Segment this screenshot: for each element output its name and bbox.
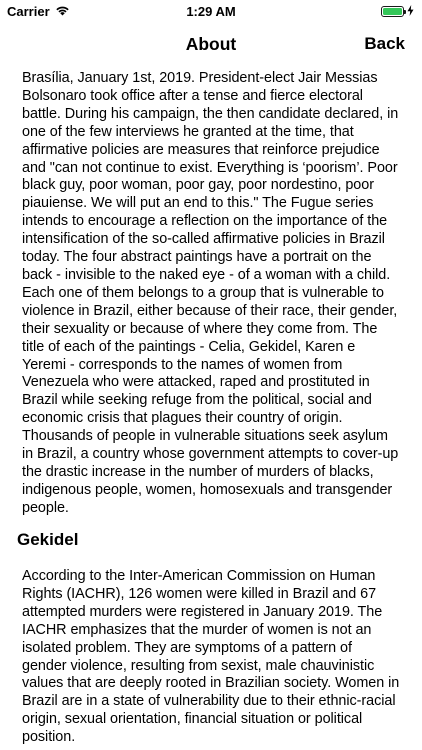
status-bar [0, 0, 422, 22]
navigation-bar [0, 22, 422, 66]
charging-icon [407, 4, 414, 19]
back-button[interactable]: Back [364, 34, 405, 53]
page-title: About [185, 34, 237, 54]
battery-tip [404, 10, 406, 14]
status-right [381, 4, 414, 19]
battery-fill [383, 8, 402, 15]
section-title: Gekidel [17, 530, 79, 549]
battery-icon [381, 6, 404, 17]
section-paragraph: According to the Inter-American Commission on Human Rights (IACHR), 126 women were killed in Brazil and 67 attempted murders were registered in January 2019. The IACHR emphasizes that the murder of women is not an isolated problem. They are symptoms of a pattern of gender violence, resulting from sexist, male chauvinistic values that are deeply rooted in Brazilian society. Women in Brazil are in a state of vulnerability due to their ethnic-racial origin, sexual orientation, financial situation or political position. [22, 568, 400, 746]
status-time: 1:29 AM [186, 4, 236, 19]
intro-paragraph: Brasília, January 1st, 2019. President-elect Jair Messias Bolsonaro took office after a tense and fierce electoral battle. During his campaign, the then candidate declared, in one of the few interviews he granted at the time, that affirmative policies are measures that reinforce prejudice and "can not continue to exist. Everything is ‘poorism’. Poor black guy, poor woman, poor gay, poor nordestino, poor piauiense. We will put an end to this." The Fugue series intends to encourage a reflection on the importance of the intensification of the so-called affirmative policies in Brazil today. The four abstract paintings have a portrait on the back - invisible to the naked eye - of a woman with a child. Each one of them belongs to a group that is vulnerable to violence in Brazil, either because of their race, their gender, their sexuality or because of where they come from. The title of each of the paintings - Celia, Gekidel, Karen e Yeremi - corresponds to the names of women from Venezuela who were attacked, raped and prostituted in Brazil while seeking refuge from the political, social and economic crisis that plagues their country of origin. Thousands of people in vulnerable situations seek asylum in Brazil, a country whose government attempts to cover-up the drastic increase in the number of murders of blacks, indigenous people, women, homosexuals and transgender people. [22, 70, 399, 516]
carrier-label: Carrier [7, 4, 50, 19]
